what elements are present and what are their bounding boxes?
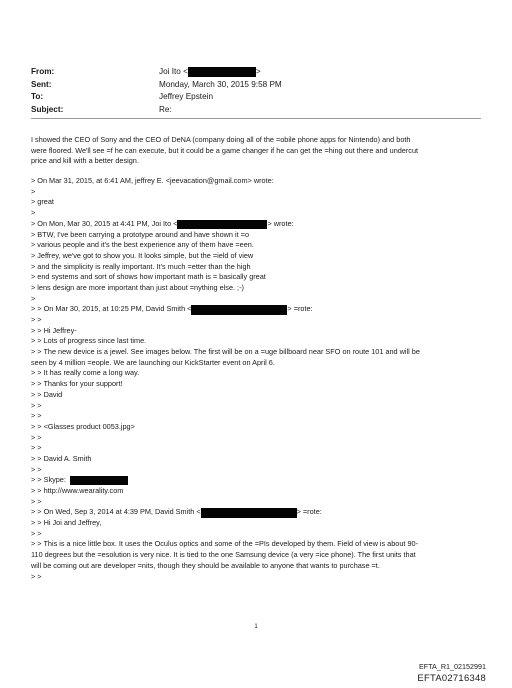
text-line: were floored. We'll see =f he can execute, but it could be a game changer if he can get the =hing out there and undercut [31, 145, 419, 155]
quote-line: > various people and it's the best experience any of them have =een. [31, 240, 254, 250]
quote-line: > > [31, 411, 42, 421]
from-row [31, 66, 282, 79]
quote-line: 110 degrees but the =esolution is very nice. It is tied to the one Samsung device (a very =ice phone). The first units that [31, 550, 416, 560]
quote-line: will be coming out are developer =nits, though they should be available to anyone that wants to purchase =t. [31, 560, 380, 570]
quote-line: > > David [31, 389, 63, 399]
quote-line [31, 304, 486, 315]
redaction-block [201, 508, 297, 518]
sent-row [31, 79, 282, 92]
quote-line: > > Hi Joi and Jeffrey, [31, 518, 102, 528]
quote-line: > On Mar 31, 2015, at 6:41 AM, jeffrey E. <jeevacation@gmail.com> wrote: [31, 176, 274, 186]
from-end: > [255, 67, 261, 76]
text-line: price and kill with a better design. [31, 156, 139, 166]
quote-line: > [31, 186, 36, 196]
quote-line: > > http://www.wearality.com [31, 486, 124, 495]
from-name: Joi Ito < [159, 67, 188, 76]
to-row [31, 91, 282, 104]
quote-line: > > The new device is a jewel. See images below. The first will be on a =uge billboard near SFO on route 101 and will be [31, 347, 420, 357]
subject-value: Re: [159, 104, 172, 114]
to-label: To: [31, 92, 44, 102]
page-number: 1 [254, 624, 258, 630]
quote-line: > > [31, 571, 42, 581]
quote-line: > > Hi Jeffrey- [31, 325, 77, 335]
quote-line: > > Lots of progress since last time. [31, 336, 147, 346]
quote-text: > wrote: [267, 218, 294, 228]
header-divider [31, 118, 481, 119]
quote-line: > > This is a nice little box. It uses the Oculus optics and some of the =PIs developed by them. Field of view is about 90- [31, 539, 419, 549]
quote-line: > [31, 208, 36, 218]
quote-line [31, 475, 486, 486]
redaction-block [191, 305, 287, 315]
quote-line: > and the simplicity is really important. It's much =etter than the high [31, 261, 251, 271]
subject-row [31, 104, 282, 117]
intro-paragraph [31, 135, 486, 167]
quote-line [31, 507, 486, 518]
email-header [31, 66, 282, 116]
quote-line: seen by 4 million =eople. We are launching our KickStarter event on April 6. [31, 357, 275, 367]
to-value: Jeffrey Epstein [159, 92, 214, 102]
from-label: From: [31, 67, 55, 76]
quote-line: > > [31, 400, 42, 410]
subject-label: Subject: [31, 104, 64, 114]
bates-number-secondary: EFTA02716348 [417, 672, 486, 683]
quote-line: > > Thanks for your support! [31, 379, 123, 389]
quote-line: > > <Glasses product 0053.jpg> [31, 421, 135, 431]
redaction-block [177, 220, 267, 229]
redaction-block [188, 67, 256, 77]
quote-text: > > On Mar 30, 2015, at 10:25 PM, David Smith < [31, 304, 192, 314]
quote-line: > > [31, 464, 42, 474]
redaction-block [70, 476, 128, 485]
quote-line: > end systems and sort of shows how important math is = basically great [31, 272, 266, 282]
email-body [31, 135, 486, 582]
quote-text: > > On Wed, Sep 3, 2014 at 4:39 PM, David Smith < [31, 507, 201, 517]
bates-number-primary: EFTA_R1_02152991 [419, 662, 486, 671]
quote-text: > On Mon, Mar 30, 2015 at 4:41 PM, Joi Ito < [31, 218, 178, 228]
quote-line: > > [31, 432, 42, 442]
from-value [159, 66, 261, 79]
text-line: I showed the CEO of Sony and the CEO of DeNA (company doing all of the =obile phone apps for Nintendo) and both [31, 135, 411, 144]
quote-line: > [31, 293, 36, 303]
quote-line: > > [31, 443, 42, 453]
sent-value: Monday, March 30, 2015 9:58 PM [159, 79, 282, 89]
quote-text: > =rote: [287, 304, 313, 314]
quote-line: > > [31, 315, 42, 324]
quote-line: > > [31, 528, 42, 538]
quote-line: > Jeffrey, we've got to show you. It looks simple, but the =ield of view [31, 250, 254, 260]
sent-label: Sent: [31, 79, 52, 89]
quote-line: > BTW, I've been carrying a prototype around and have shown it =o [31, 229, 249, 239]
quote-line: > great [31, 197, 54, 207]
quote-text: > =rote: [296, 507, 322, 517]
quote-line: > lens design are more important than just about =nything else. ;-) [31, 282, 244, 292]
quote-line: > > David A. Smith [31, 453, 92, 463]
quote-text: > > Skype: [31, 475, 66, 485]
quote-line: > > [31, 496, 42, 506]
quote-line [31, 219, 486, 230]
quote-line: > > It has really come a long way. [31, 368, 140, 378]
